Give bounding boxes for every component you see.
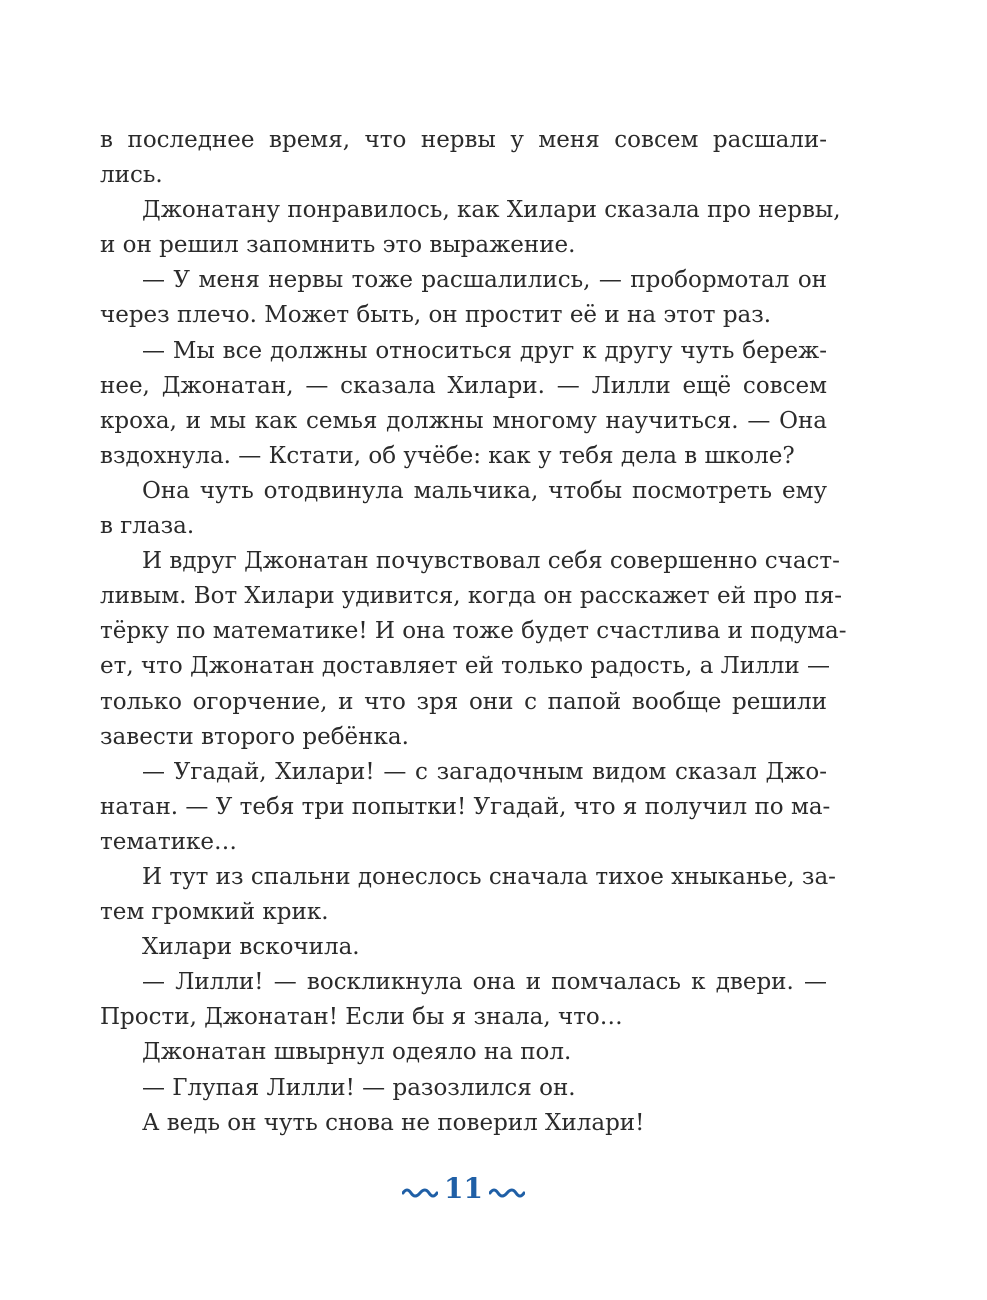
text-line: нее, Джонатан, — сказала Хилари. — Лилли ещё совсем <box>100 372 827 399</box>
body-text <box>100 123 847 1141</box>
page-number-footer <box>0 1170 927 1205</box>
text-line: — Мы все должны относиться друг к другу чуть береж- <box>142 337 827 364</box>
text-line: через плечо. Может быть, он простит её и на этот раз. <box>100 302 772 329</box>
text-line: в последнее время, что нервы у меня совсем расшали- <box>100 127 827 153</box>
text-line: — Угадай, Хилари! — с загадочным видом сказал Джо- <box>142 758 827 785</box>
text-line: и он решил запомнить это выражение. <box>100 232 576 259</box>
text-line: вздохнула. — Кстати, об учёбе: как у тебя дела в школе? <box>100 442 795 469</box>
text-line: только огорчение, и что зря они с папой вообще решили <box>100 688 827 715</box>
text-line: — Глупая Лилли! — разозлился он. <box>142 1074 576 1101</box>
text-line: кроха, и мы как семья должны многому научиться. — Она <box>100 407 827 434</box>
text-line: Она чуть отодвинула мальчика, чтобы посмотреть ему <box>142 477 827 504</box>
page-number: 11 <box>444 1172 483 1205</box>
text-line: Прости, Джонатан! Если бы я знала, что… <box>100 1004 623 1031</box>
text-line: А ведь он чуть снова не поверил Хилари! <box>142 1109 645 1136</box>
text-line: И вдруг Джонатан почувствовал себя совершенно счаст- <box>142 548 840 575</box>
text-line: завести второго ребёнка. <box>100 723 409 750</box>
text-line: И тут из спальни донеслось сначала тихое хныканье, за- <box>142 863 836 890</box>
text-line: тёрку по математике! И она тоже будет счастлива и подума- <box>100 618 847 645</box>
text-line: ет, что Джонатан доставляет ей только радость, а Лилли — <box>100 653 831 680</box>
text-line: ливым. Вот Хилари удивится, когда он расскажет ей про пя- <box>100 583 843 610</box>
text-line: — У меня нервы тоже расшалились, — пробормотал он <box>142 267 827 294</box>
text-line: Джонатан швырнул одеяло на пол. <box>142 1039 572 1066</box>
wave-ornament-right-icon <box>489 1172 525 1205</box>
text-line: — Лилли! — воскликнула она и помчалась к двери. — <box>142 969 827 996</box>
text-line: Джонатану понравилось, как Хилари сказала про нервы, <box>142 197 841 224</box>
text-line: тематике… <box>100 828 237 855</box>
text-line: тем громкий крик. <box>100 899 329 926</box>
text-line: Хилари вскочила. <box>142 934 360 961</box>
text-line: натан. — У тебя три попытки! Угадай, что я получил по ма- <box>100 793 831 820</box>
wave-ornament-left-icon <box>402 1172 438 1205</box>
text-line: лись. <box>100 162 163 189</box>
text-line: в глаза. <box>100 513 195 540</box>
